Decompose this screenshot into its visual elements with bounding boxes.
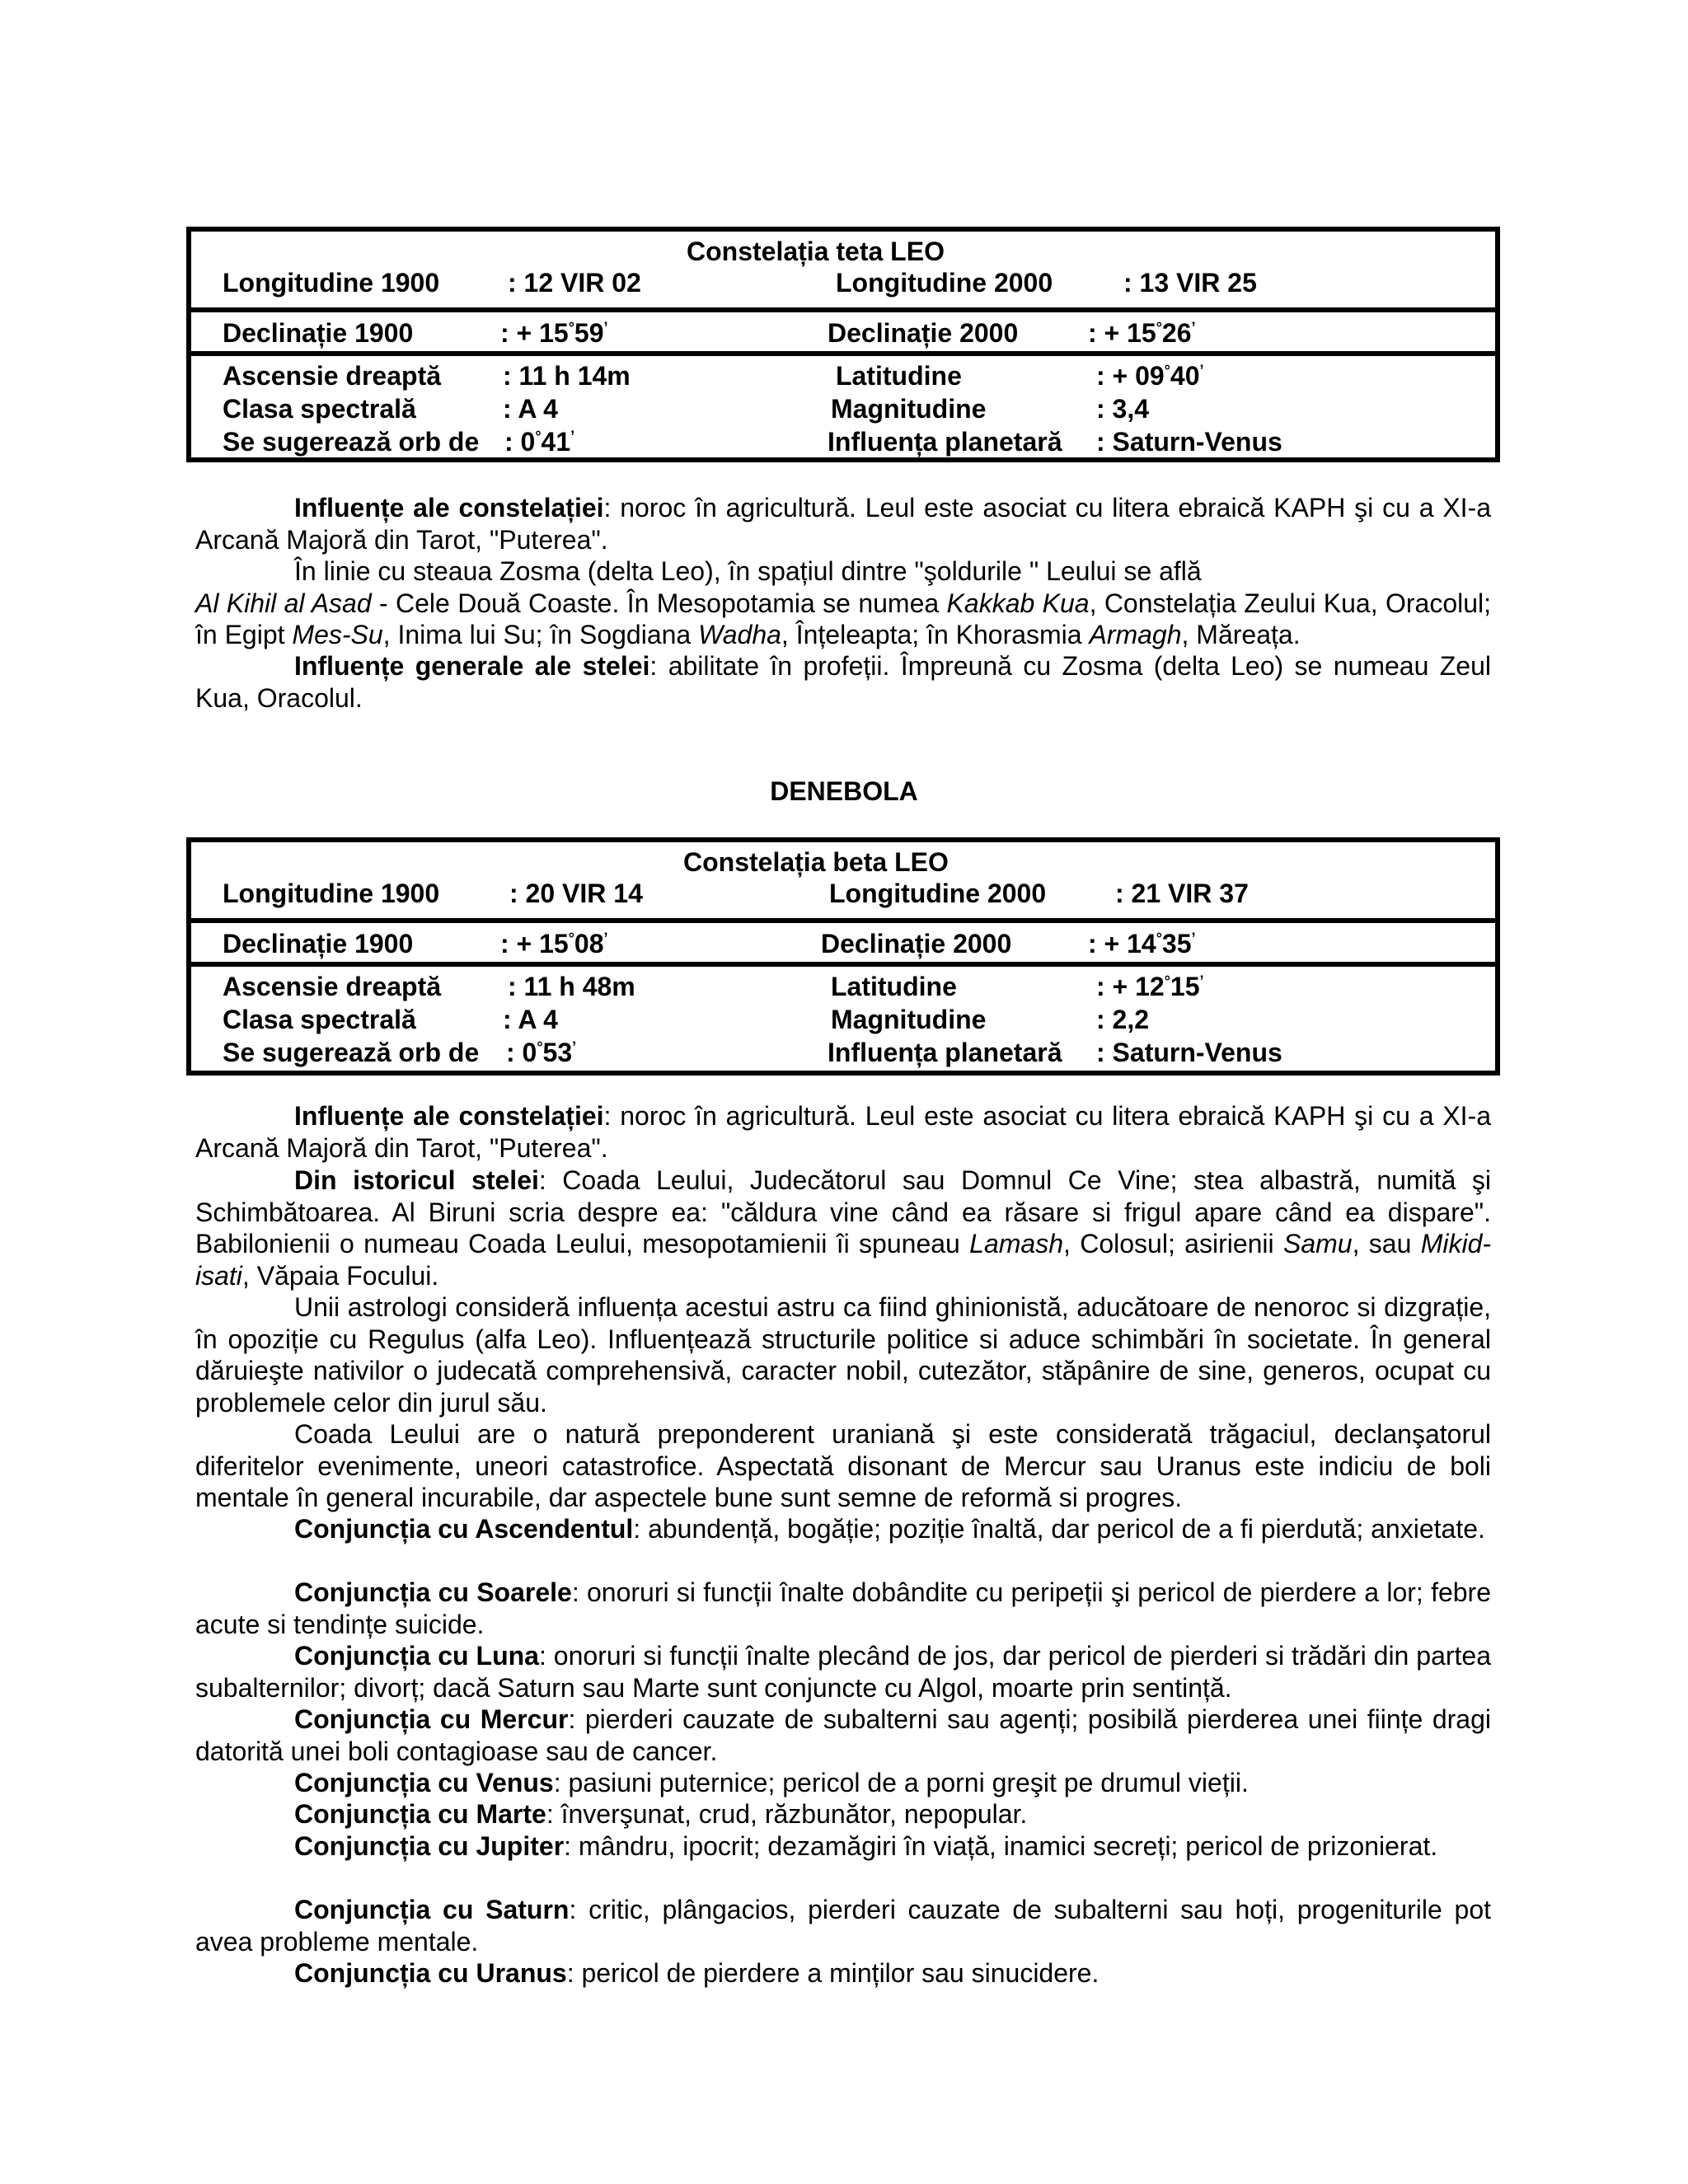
conjunction-mars: Conjuncția cu Marte: înverşunat, crud, răzbunător, nepopular.: [294, 1799, 1028, 1829]
general-influences-paragraph: Influențe generale ale stelei: abilitate în profeții. Împreună cu Zosma (delta Leo) se numeau Zeul Kua, Oracolul.: [195, 651, 1492, 713]
star-table-teta-leo: [186, 227, 1500, 462]
spectral-class-label: Clasa spectrală: [223, 1005, 416, 1034]
spectral-class-value: : A 4: [503, 394, 558, 424]
magnitude-value: : 3,4: [1096, 394, 1150, 424]
longitude-section: [191, 232, 1495, 307]
orb-label: Se sugerează orb de: [223, 427, 480, 457]
latitude-value: : + 09°40’: [1096, 361, 1204, 391]
declination-2000-value: : + 15°26’: [1088, 318, 1196, 348]
conjunction-moon: Conjuncția cu Luna: onoruri si funcții înalte plecând de jos, dar pericol de pierderi si trădări din partea subalternilor; divorț; dacă Saturn sau Marte sunt conjuncte cu Algol, moarte prin sentință.: [195, 1641, 1492, 1703]
declination-1900-label: Declinație 1900: [223, 318, 414, 348]
astrologers-paragraph: Unii astrologi consideră influența acestui astru ca fiind ghinionistă, aducătoare de nenoroc si dizgrație, în opoziție cu Regulus (alfa Leo). Influențează structurile politice si aduce schimbări în societate. În general dăruieşte nativilor o judecată comprehensivă, caracter nobil, cutezător, stăpânire de sine, generos, ocupat cu problemele celor din jurul său.: [195, 1292, 1491, 1418]
longitude-1900-value: : 12 VIR 02: [508, 268, 641, 298]
conjunction-uranus: Conjuncția cu Uranus: pericol de pierdere a minților sau sinucidere.: [294, 1958, 1100, 1988]
declination-2000-label: Declinație 2000: [821, 929, 1012, 958]
planetary-influence-value: : Saturn-Venus: [1096, 1038, 1282, 1067]
declination-section: [191, 307, 1495, 351]
planetary-influence-label: Influența planetară: [828, 1038, 1062, 1067]
magnitude-label: Magnitudine: [831, 1005, 987, 1034]
constellation-title: Constelația beta LEO: [683, 847, 949, 877]
spectral-class-label: Clasa spectrală: [223, 394, 416, 424]
conjunction-saturn: Conjuncția cu Saturn: critic, plângacios, pierderi cauzate de subalterni sau hoți, progeniturile pot avea probleme mentale.: [195, 1895, 1492, 1957]
star-history-paragraph: Din istoricul stelei: Coada Leului, Judecătorul sau Domnul Ce Vine; stea albastră, numită şi Schimbătoarea. Al Biruni scria despre ea: "căldura vine când ea răsare si frigul apare când ea dispare". Babilonienii o numeau Coada Leului, mesopotamienii îi spuneau Lamash, Colosul; asirienii Samu, sau Mikid-isati, Văpaia Focului.: [195, 1165, 1492, 1291]
right-ascension-label: Ascensie dreaptă: [223, 361, 442, 391]
right-ascension-value: : 11 h 48m: [508, 972, 635, 1001]
declination-1900-value: : + 15°59’: [500, 318, 608, 348]
planetary-influence-label: Influența planetară: [828, 427, 1062, 457]
declination-section: [191, 918, 1495, 962]
planetary-influence-value: : Saturn-Venus: [1096, 427, 1282, 457]
uranian-nature-paragraph: Coada Leului are o natură preponderent uraniană şi este considerată trăgaciul, declanşatorul diferitelor evenimente, uneori catastrofice. Aspectată disonant de Mercur sau Uranus este indiciu de boli mentale în general incurabile, dar aspectele bune sunt semne de reformă si progres.: [195, 1419, 1491, 1512]
constellation-influences-paragraph: Influențe ale constelației: noroc în agricultură. Leul este asociat cu litera ebraică KAPH şi cu a XI-a Arcană Majoră din Tarot, "Puterea".: [195, 493, 1492, 555]
constellation-title: Constelația teta LEO: [687, 237, 945, 266]
constellation-influences-paragraph: Influențe ale constelației: noroc în agricultură. Leul este asociat cu litera ebraică KAPH şi cu a XI-a Arcană Majoră din Tarot, "Puterea".: [195, 1101, 1492, 1163]
magnitude-label: Magnitudine: [831, 394, 987, 424]
details-section: [191, 351, 1495, 457]
orb-label: Se sugerează orb de: [223, 1038, 480, 1067]
latitude-value: : + 12°15’: [1096, 972, 1204, 1001]
right-ascension-value: : 11 h 14m: [503, 361, 631, 391]
spectral-class-value: : A 4: [503, 1005, 558, 1034]
declination-2000-value: : + 14°35’: [1088, 929, 1196, 958]
star-heading-denebola: DENEBOLA: [770, 776, 918, 806]
longitude-1900-label: Longitudine 1900: [223, 268, 440, 298]
orb-value: : 0°53’: [506, 1038, 577, 1067]
conjunction-ascendant: Conjuncția cu Ascendentul: abundență, bogăție; poziție înaltă, dar pericol de a fi pierdută; anxietate.: [294, 1514, 1485, 1544]
conjunction-sun: Conjuncția cu Soarele: onoruri si funcții înalte dobândite cu peripeții şi pericol de pierdere a lor; febre acute si tendințe suicide.: [195, 1577, 1492, 1639]
longitude-section: [191, 842, 1495, 918]
star-table-beta-leo: [186, 837, 1500, 1076]
longitude-2000-value: : 13 VIR 25: [1123, 268, 1257, 298]
right-ascension-label: Ascensie dreaptă: [223, 972, 442, 1001]
conjunction-jupiter: Conjuncția cu Jupiter: mândru, ipocrit; dezamăgiri în viață, inamici secreți; pericol de prizonierat.: [294, 1831, 1438, 1861]
magnitude-value: : 2,2: [1096, 1005, 1150, 1034]
longitude-2000-label: Longitudine 2000: [836, 268, 1053, 298]
declination-1900-value: : + 15°08’: [500, 929, 608, 958]
longitude-1900-label: Longitudine 1900: [223, 879, 440, 908]
latitude-label: Latitudine: [836, 361, 962, 391]
orb-value: : 0°41’: [504, 427, 575, 457]
details-section: [191, 962, 1495, 1068]
declination-2000-label: Declinație 2000: [828, 318, 1019, 348]
longitude-2000-value: : 21 VIR 37: [1115, 879, 1249, 908]
conjunction-mercury: Conjuncția cu Mercur: pierderi cauzate de subalterni sau agenți; posibilă pierderea unei ființe dragi datorită unei boli contagioase sau de cancer.: [195, 1704, 1492, 1766]
latitude-label: Latitudine: [831, 972, 957, 1001]
longitude-1900-value: : 20 VIR 14: [509, 879, 643, 908]
longitude-2000-label: Longitudine 2000: [829, 879, 1047, 908]
declination-1900-label: Declinație 1900: [223, 929, 414, 958]
zosma-paragraph: În linie cu steaua Zosma (delta Leo), în spațiul dintre "şoldurile " Leului se află Al Kihil al Asad - Cele Două Coaste. În Mesopotamia se numea Kakkab Kua, Constelația Zeului Kua, Oracolul; în Egipt Mes-Su, Inima lui Su; în Sogdiana Wadha, Înțeleapta; în Khorasmia Armagh, Măreața.: [195, 556, 1492, 649]
conjunction-venus: Conjuncția cu Venus: pasiuni puternice; pericol de a porni greşit pe drumul vieții.: [294, 1768, 1249, 1797]
